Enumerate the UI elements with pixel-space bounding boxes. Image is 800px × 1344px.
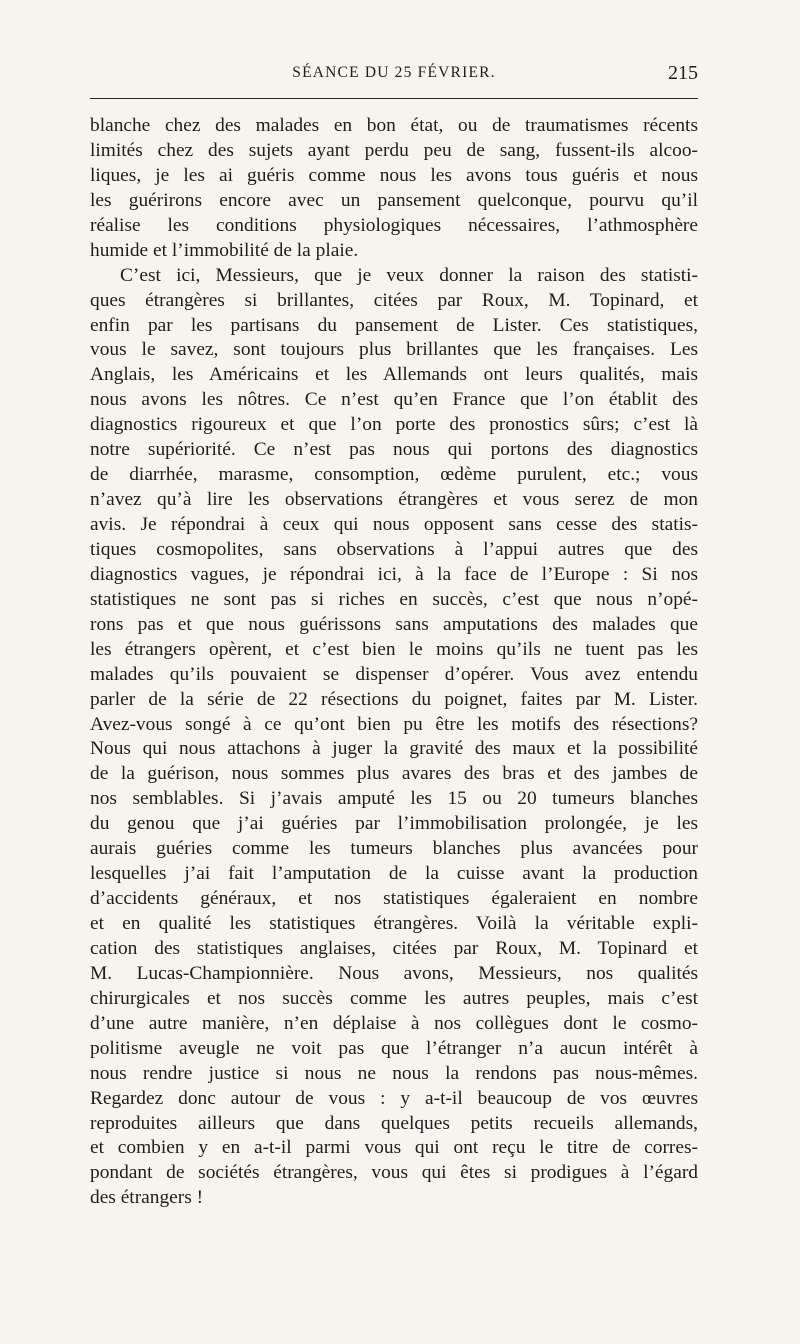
text-line: enfin par les partisans du pansement de Lister. Ces statistiques, <box>90 314 698 336</box>
paragraph <box>90 264 698 1212</box>
text-line: nous avons les nôtres. Ce n’est qu’en France que l’on établit des <box>90 389 698 411</box>
text-line: et en qualité les statistiques étrangères. Voilà la véritable expli- <box>90 913 698 934</box>
text-line: C’est ici, Messieurs, que je veux donner la raison des statisti- <box>120 264 698 286</box>
text-line: Regardez donc autour de vous : y a-t-il beaucoup de vos œuvres <box>90 1087 698 1109</box>
text-line: cation des statistiques anglaises, citées par Roux, M. Topinard et <box>90 937 698 959</box>
text-line: reproduites ailleurs que dans quelques petits recueils allemands, <box>90 1112 698 1134</box>
text-line: aurais guéries comme les tumeurs blanches plus avancées pour <box>90 838 698 860</box>
text-line: diagnostics vagues, je répondrai ici, à la face de l’Europe : Si nos <box>90 563 698 585</box>
text-line: ques étrangères si brillantes, citées par Roux, M. Topinard, et <box>90 289 698 311</box>
text-line: politisme aveugle ne voit pas que l’étranger n’a aucun intérêt à <box>90 1037 698 1059</box>
text-line: des étrangers ! <box>90 1187 204 1209</box>
page-number: 215 <box>668 62 698 84</box>
running-head: SÉANCE DU 25 FÉVRIER. <box>292 64 496 81</box>
text-line: de diarrhée, marasme, consomption, œdème purulent, etc.; vous <box>90 464 698 486</box>
header-rule <box>90 98 698 99</box>
text-line: nous rendre justice si nous ne nous la rendons pas nous-mêmes. <box>90 1062 698 1084</box>
page-header <box>90 62 698 88</box>
text-line: d’accidents généraux, et nos statistiques égaleraient en nombre <box>90 888 698 910</box>
text-line: Anglais, les Américains et les Allemands ont leurs qualités, mais <box>90 364 698 386</box>
text-line: tiques cosmopolites, sans observations à l’appui autres que des <box>90 538 698 560</box>
text-line: de la guérison, nous sommes plus avares des bras et des jambes de <box>90 763 698 785</box>
text-line: limités chez des sujets ayant perdu peu de sang, fussent-ils alcoo- <box>90 139 698 161</box>
text-line: statistiques ne sont pas si riches en succès, c’est que nous n’opé- <box>90 588 698 610</box>
text-line: M. Lucas-Championnière. Nous avons, Messieurs, nos qualités <box>90 962 698 984</box>
text-line: nos semblables. Si j’avais amputé les 15 ou 20 tumeurs blanches <box>90 788 698 810</box>
text-line: pondant de sociétés étrangères, vous qui êtes si prodigues à l’égard <box>90 1162 698 1184</box>
text-line: vous le savez, sont toujours plus brillantes que les françaises. Les <box>90 339 698 361</box>
text-line: réalise les conditions physiologiques nécessaires, l’athmosphère <box>90 214 698 236</box>
text-line: notre supériorité. Ce n’est pas nous qui portons des diagnostics <box>90 439 698 461</box>
text-line: Avez-vous songé à ce qu’ont bien pu être les motifs des résections? <box>90 713 698 735</box>
text-line: blanche chez des malades en bon état, ou de traumatismes récents <box>90 115 698 136</box>
text-line: parler de la série de 22 résections du poignet, faites par M. Lister. <box>90 688 698 710</box>
text-line: lesquelles j’ai fait l’amputation de la cuisse avant la production <box>90 863 698 885</box>
text-line: malades qu’ils pouvaient se dispenser d’opérer. Vous avez entendu <box>90 663 698 685</box>
text-line: et combien y en a-t-il parmi vous qui ont reçu le titre de corres- <box>90 1137 698 1159</box>
text-line: humide et l’immobilité de la plaie. <box>90 239 359 261</box>
text-line: d’une autre manière, n’en déplaise à nos collègues dont le cosmo- <box>90 1012 698 1034</box>
text-line: diagnostics rigoureux et que l’on porte des pronostics sûrs; c’est là <box>90 414 698 436</box>
text-line: les étrangers opèrent, et c’est bien le moins qu’ils ne tuent pas les <box>90 638 698 660</box>
text-line: chirurgicales et nos succès comme les autres peuples, mais c’est <box>90 987 698 1009</box>
text-line: avis. Je répondrai à ceux qui nous opposent sans cesse des statis- <box>90 514 698 535</box>
paragraph <box>90 114 698 264</box>
text-line: n’avez qu’à lire les observations étrangères et vous serez de mon <box>90 489 698 511</box>
text-line: Nous qui nous attachons à juger la gravité des maux et la possibilité <box>90 738 698 760</box>
text-line: rons pas et que nous guérissons sans amputations des malades que <box>90 613 698 635</box>
text-line: liques, je les ai guéris comme nous les avons tous guéris et nous <box>90 164 698 186</box>
text-line: du genou que j’ai guéries par l’immobilisation prolongée, je les <box>90 813 698 835</box>
text-line: les guérirons encore avec un pansement quelconque, pourvu qu’il <box>90 189 698 211</box>
body-text <box>90 114 698 1211</box>
